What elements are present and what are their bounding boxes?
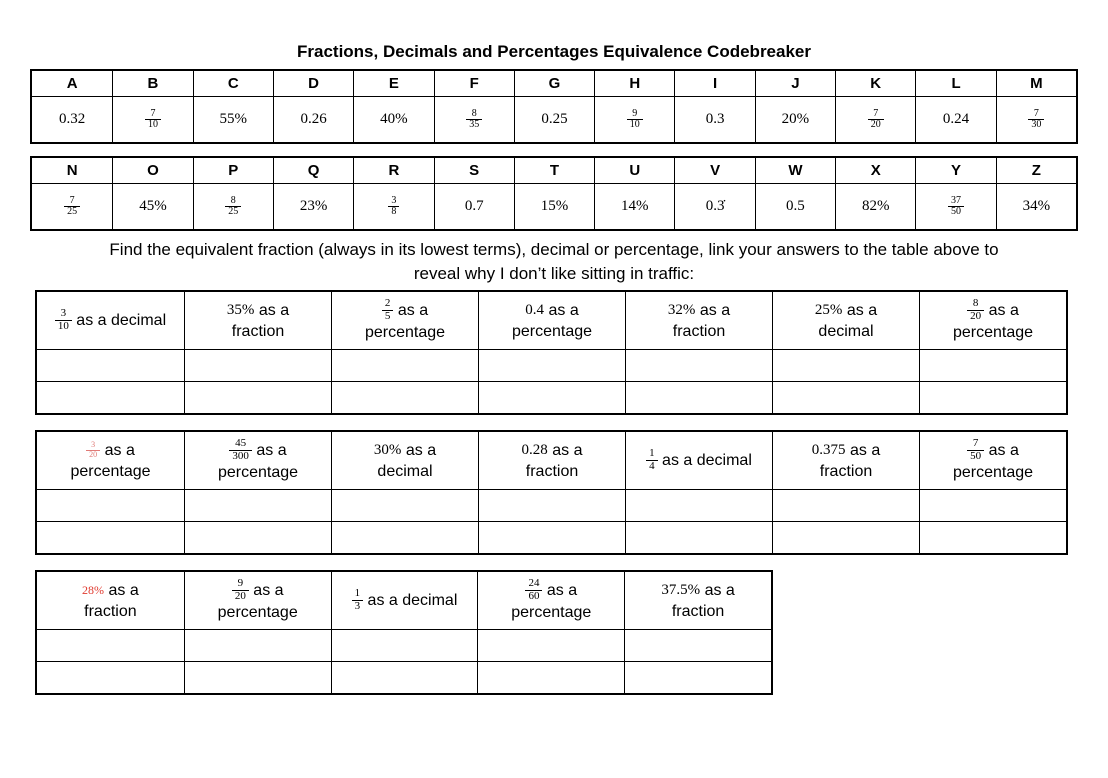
- clue-line-1: [525, 300, 578, 321]
- clue-line-1: [661, 580, 734, 601]
- answer-cell[interactable]: [331, 381, 478, 413]
- code-letter-M: M: [996, 71, 1076, 96]
- fraction-value: [967, 298, 984, 322]
- fraction-denominator: 20: [967, 310, 984, 323]
- fraction-denominator: 60: [525, 590, 542, 603]
- fraction-numerator: 37: [951, 194, 962, 206]
- clue-suffix: as a: [984, 301, 1019, 319]
- clue-suffix: as a decimal: [71, 312, 167, 329]
- code-value-C: [193, 96, 273, 142]
- clue-cell: [37, 432, 184, 489]
- fraction-numerator: 7: [1033, 107, 1039, 119]
- clue-suffix: as a: [544, 301, 579, 319]
- code-value-Y: [915, 183, 995, 229]
- fraction-value: [868, 109, 884, 131]
- code-value-U: [594, 183, 674, 229]
- clue-cell: [37, 572, 184, 629]
- clue-line-1: [229, 438, 286, 462]
- fraction-denominator: 4: [646, 460, 658, 473]
- clue-suffix: as a: [254, 301, 290, 319]
- code-value-E: [353, 96, 433, 142]
- code-value-H: [594, 96, 674, 142]
- code-value-G: [514, 96, 594, 142]
- fraction-value: [525, 578, 542, 602]
- answer-cell[interactable]: [772, 381, 919, 413]
- clue-category: percentage: [70, 462, 151, 480]
- puzzle-table-1: [35, 290, 1068, 415]
- numeric-value: 45%: [139, 198, 167, 214]
- fraction-numerator: 3: [60, 307, 67, 320]
- fraction-value: [225, 196, 241, 218]
- answer-cell[interactable]: [478, 489, 625, 521]
- fraction-denominator: 20: [868, 119, 884, 131]
- fraction-denominator: 10: [627, 119, 643, 131]
- instructions: [0, 238, 1108, 286]
- clue-suffix: as a: [248, 581, 284, 599]
- clue-suffix: as a: [393, 301, 429, 319]
- answer-cell[interactable]: [37, 349, 184, 381]
- fraction-numerator: 1: [354, 587, 361, 600]
- fraction-denominator: 25: [64, 206, 80, 218]
- answer-cell[interactable]: [919, 349, 1066, 381]
- clue-category: fraction: [525, 462, 579, 480]
- clue-line-1: [815, 300, 877, 321]
- fraction-numerator: 45: [235, 436, 247, 449]
- code-letter-E: E: [353, 71, 433, 96]
- clue-line-1: [82, 580, 139, 601]
- clue-suffix: as a: [695, 301, 731, 319]
- fraction-denominator: 3: [352, 600, 364, 613]
- clue-category: fraction: [671, 602, 725, 620]
- numeric-value: 0.24: [942, 111, 970, 127]
- answer-cell[interactable]: [184, 381, 331, 413]
- clue-line-1: [668, 300, 730, 321]
- code-letter-L: L: [915, 71, 995, 96]
- answer-cell[interactable]: [37, 489, 184, 521]
- code-value-J: [755, 96, 835, 142]
- answer-cell[interactable]: [37, 381, 184, 413]
- numeric-value: 0.3: [705, 111, 725, 127]
- clue-category: percentage: [217, 464, 299, 482]
- clue-line-1: [967, 298, 1019, 322]
- code-value-A: [32, 96, 112, 142]
- answer-cell[interactable]: [919, 489, 1066, 521]
- clue-line-1: [522, 440, 583, 461]
- clue-line-1: [812, 440, 880, 461]
- fraction-denominator: 20: [232, 590, 249, 603]
- instructions-line-1: Find the equivalent fraction (always in its lowest terms), decimal or percentage, link your answers to the table above to: [109, 240, 999, 259]
- code-value-L: [915, 96, 995, 142]
- clue-category: percentage: [511, 604, 592, 622]
- numeric-value: 0.32: [59, 111, 86, 127]
- clue-cell: [919, 292, 1066, 349]
- fraction-numerator: 7: [150, 107, 156, 119]
- numeric-value: 0.26: [300, 111, 327, 127]
- code-value-V: [674, 183, 754, 229]
- code-value-F: [434, 96, 514, 142]
- fraction-value: [382, 298, 394, 322]
- code-letter-D: D: [273, 71, 353, 96]
- numeric-value: 40%: [380, 111, 408, 127]
- clue-line-1: [227, 300, 289, 321]
- clue-line-1: [232, 578, 284, 602]
- fraction-numerator: 3: [391, 194, 397, 206]
- clue-cell: [477, 572, 624, 629]
- numeric-value: 28%: [82, 582, 105, 597]
- clue-suffix: as a: [700, 581, 735, 599]
- code-letter-Y: Y: [915, 158, 995, 183]
- clue-cell: [478, 292, 625, 349]
- code-value-W: [755, 183, 835, 229]
- clue-cell: [184, 432, 331, 489]
- clue-line-1: [646, 448, 752, 472]
- fraction-value: [229, 438, 252, 462]
- clue-cell: [37, 292, 184, 349]
- code-letter-P: P: [193, 158, 273, 183]
- answer-cell[interactable]: [37, 521, 184, 553]
- numeric-value: 32%: [667, 301, 696, 318]
- answer-cell[interactable]: [37, 661, 184, 693]
- answer-cell[interactable]: [772, 521, 919, 553]
- code-value-T: [514, 183, 594, 229]
- answer-cell[interactable]: [478, 349, 625, 381]
- fraction-value: [948, 196, 964, 218]
- numeric-value: 23%: [299, 198, 328, 214]
- clue-suffix: as a: [845, 441, 881, 459]
- clue-cell: [625, 292, 772, 349]
- clue-line-1: [525, 578, 577, 602]
- clue-suffix: as a decimal: [657, 452, 752, 469]
- clue-category: percentage: [952, 324, 1034, 342]
- code-letter-J: J: [755, 71, 835, 96]
- code-value-M: [996, 96, 1076, 142]
- fraction-numerator: 1: [649, 447, 655, 460]
- code-letter-K: K: [835, 71, 915, 96]
- numeric-value: 34%: [1022, 198, 1051, 214]
- code-table-1: [30, 69, 1078, 144]
- code-table-2: [30, 156, 1078, 231]
- fraction-numerator: 8: [230, 194, 236, 206]
- answer-cell[interactable]: [624, 661, 771, 693]
- fraction-numerator: 24: [528, 576, 540, 589]
- fraction-denominator: 300: [229, 450, 252, 463]
- clue-suffix: as a: [401, 441, 437, 459]
- fraction-numerator: 9: [237, 576, 244, 589]
- clue-category: percentage: [952, 464, 1034, 482]
- code-letter-W: W: [755, 158, 835, 183]
- fraction-value: [55, 308, 72, 332]
- fraction-denominator: 35: [466, 119, 482, 131]
- puzzle-table-3: [35, 570, 773, 695]
- clue-category: fraction: [819, 462, 873, 480]
- fraction-denominator: 10: [55, 320, 72, 333]
- answer-cell[interactable]: [184, 629, 331, 661]
- answer-cell[interactable]: [184, 661, 331, 693]
- clue-cell: [772, 292, 919, 349]
- code-letter-S: S: [434, 158, 514, 183]
- answer-cell[interactable]: [331, 629, 478, 661]
- fraction-denominator: 20: [86, 450, 100, 459]
- numeric-value: 0.375: [811, 441, 846, 458]
- clue-suffix: as a: [542, 581, 578, 599]
- clue-cell: [184, 572, 331, 629]
- answer-cell[interactable]: [37, 629, 184, 661]
- fraction-value: [1028, 109, 1044, 131]
- clue-cell: [478, 432, 625, 489]
- numeric-value: 82%: [861, 198, 890, 214]
- clue-cell: [331, 432, 478, 489]
- fraction-numerator: 7: [873, 107, 879, 119]
- clue-cell: [772, 432, 919, 489]
- clue-suffix: as a: [251, 441, 287, 459]
- numeric-value: 0.7: [464, 198, 484, 214]
- numeric-value: 0.25: [541, 111, 568, 127]
- code-letter-G: G: [514, 71, 594, 96]
- fraction-numerator: 7: [69, 194, 75, 206]
- answer-cell[interactable]: [625, 349, 772, 381]
- instructions-line-2: reveal why I don’t like sitting in traffic:: [413, 264, 695, 283]
- fraction-denominator: 50: [967, 450, 984, 463]
- clue-line-1: [55, 308, 166, 332]
- fraction-denominator: 25: [225, 206, 241, 218]
- clue-line-1: [352, 588, 458, 612]
- answer-cell[interactable]: [772, 349, 919, 381]
- fraction-denominator: 50: [948, 206, 964, 218]
- code-letter-U: U: [594, 158, 674, 183]
- answer-cell[interactable]: [772, 489, 919, 521]
- clue-suffix: as a: [100, 441, 135, 459]
- fraction-numerator: 2: [384, 296, 391, 309]
- code-value-D: [273, 96, 353, 142]
- fraction-value: [627, 109, 643, 131]
- code-value-B: [112, 96, 192, 142]
- fraction-value: [64, 196, 80, 218]
- clue-cell: [919, 432, 1066, 489]
- code-value-I: [674, 96, 754, 142]
- code-letter-T: T: [514, 158, 594, 183]
- code-value-K: [835, 96, 915, 142]
- fraction-numerator: 9: [632, 107, 638, 119]
- clue-cell: [184, 292, 331, 349]
- clue-category: fraction: [672, 322, 726, 340]
- clue-category: percentage: [364, 324, 446, 342]
- answer-cell[interactable]: [478, 381, 625, 413]
- numeric-value: 0.5: [786, 198, 805, 214]
- fraction-denominator: 10: [145, 119, 161, 131]
- numeric-value: 0.3̇: [705, 198, 725, 214]
- answer-cell[interactable]: [331, 349, 478, 381]
- answer-cell[interactable]: [331, 521, 478, 553]
- clue-cell: [331, 572, 478, 629]
- fraction-value: [232, 578, 249, 602]
- numeric-value: 0.28: [521, 441, 548, 458]
- answer-cell[interactable]: [184, 521, 331, 553]
- answer-cell[interactable]: [919, 521, 1066, 553]
- fraction-numerator: 8: [471, 107, 477, 119]
- code-letter-Z: Z: [996, 158, 1076, 183]
- code-letter-I: I: [674, 71, 754, 96]
- code-letter-N: N: [66, 162, 78, 179]
- numeric-value: 25%: [814, 301, 843, 318]
- fraction-value: [388, 196, 399, 218]
- answer-cell[interactable]: [625, 521, 772, 553]
- worksheet-page: [0, 42, 1108, 695]
- fraction-denominator: 8: [388, 206, 399, 218]
- fraction-numerator: 7: [972, 436, 979, 449]
- clue-line-1: [967, 438, 1019, 462]
- code-letter-V: V: [674, 158, 754, 183]
- fraction-value: [967, 438, 984, 462]
- fraction-denominator: 5: [382, 310, 394, 323]
- code-value-X: [835, 183, 915, 229]
- code-value-O: [112, 183, 192, 229]
- fraction-numerator: 8: [972, 296, 979, 309]
- numeric-value: 35%: [226, 301, 255, 318]
- numeric-value: 0.4: [525, 301, 545, 318]
- code-value-N: [32, 183, 112, 229]
- answer-cell[interactable]: [919, 381, 1066, 413]
- puzzle-table-2: [35, 430, 1068, 555]
- clue-category: fraction: [231, 322, 285, 340]
- code-value-P: [193, 183, 273, 229]
- code-letter-A: A: [66, 75, 78, 92]
- clue-category: fraction: [84, 602, 137, 620]
- numeric-value: 55%: [219, 111, 248, 127]
- code-value-R: [353, 183, 433, 229]
- fraction-numerator: 3: [91, 440, 96, 450]
- clue-suffix: as a: [984, 441, 1019, 459]
- clue-category: percentage: [217, 604, 298, 622]
- fraction-value: [86, 441, 100, 459]
- clue-cell: [624, 572, 771, 629]
- fraction-value: [466, 109, 482, 131]
- clue-suffix: as a decimal: [363, 592, 458, 609]
- code-letter-O: O: [112, 158, 192, 183]
- answer-cell[interactable]: [184, 489, 331, 521]
- numeric-value: 15%: [540, 198, 569, 214]
- code-letter-H: H: [594, 71, 674, 96]
- code-letter-R: R: [353, 158, 433, 183]
- clue-cell: [625, 432, 772, 489]
- code-value-S: [434, 183, 514, 229]
- clue-line-1: [382, 298, 428, 322]
- answer-cell[interactable]: [625, 381, 772, 413]
- numeric-value: 30%: [373, 441, 402, 458]
- fraction-value: [646, 448, 658, 472]
- answer-cell[interactable]: [624, 629, 771, 661]
- code-letter-Q: Q: [273, 158, 353, 183]
- code-letter-B: B: [112, 71, 192, 96]
- clue-cell: [331, 292, 478, 349]
- clue-category: decimal: [377, 462, 433, 480]
- numeric-value: 37.5%: [661, 581, 701, 598]
- answer-cell[interactable]: [625, 489, 772, 521]
- clue-category: decimal: [818, 322, 874, 340]
- page-title: Fractions, Decimals and Percentages Equivalence Codebreaker: [297, 42, 811, 61]
- clue-suffix: as a: [547, 441, 583, 459]
- answer-cell[interactable]: [184, 349, 331, 381]
- answer-cell[interactable]: [331, 661, 478, 693]
- numeric-value: 14%: [621, 198, 649, 214]
- answer-cell[interactable]: [478, 521, 625, 553]
- code-value-Q: [273, 183, 353, 229]
- clue-line-1: [86, 440, 135, 461]
- answer-cell[interactable]: [331, 489, 478, 521]
- code-letter-F: F: [434, 71, 514, 96]
- clue-suffix: as a: [842, 301, 878, 319]
- answer-cell[interactable]: [477, 661, 624, 693]
- fraction-denominator: 30: [1028, 119, 1044, 131]
- fraction-value: [352, 588, 364, 612]
- answer-cell[interactable]: [477, 629, 624, 661]
- clue-line-1: [374, 440, 436, 461]
- numeric-value: 20%: [781, 111, 810, 127]
- code-letter-X: X: [835, 158, 915, 183]
- clue-suffix: as a: [104, 581, 139, 599]
- code-value-Z: [996, 183, 1076, 229]
- fraction-value: [145, 109, 161, 131]
- code-letter-C: C: [193, 71, 273, 96]
- clue-category: percentage: [511, 322, 593, 340]
